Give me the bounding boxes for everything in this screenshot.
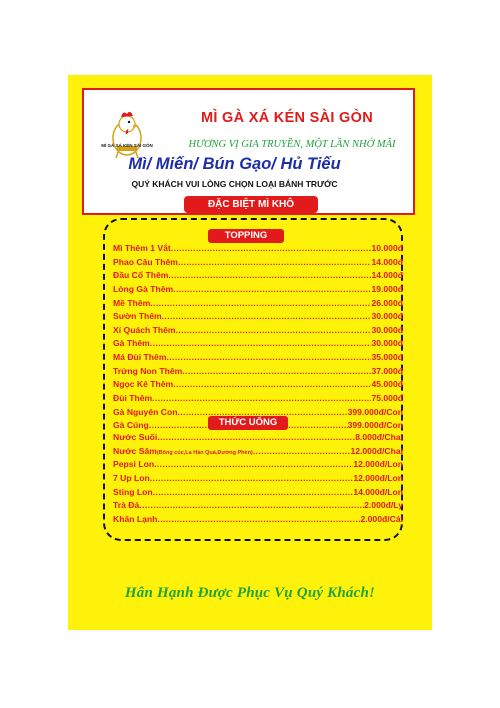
dot-leader xyxy=(150,337,372,351)
menu-item-name: Sườn Thêm xyxy=(113,311,162,322)
menu-item-row xyxy=(113,392,403,406)
menu-item-price: 30.000đ xyxy=(371,338,403,349)
menu-item-name: Xí Quách Thêm xyxy=(113,324,176,335)
drinks-list xyxy=(113,431,403,526)
dot-leader xyxy=(178,256,372,270)
dot-leader xyxy=(157,431,355,445)
menu-item-price: 26.000đ xyxy=(371,297,403,308)
menu-item-row xyxy=(113,365,403,379)
menu-item-price: 399.000đ/Con xyxy=(347,420,403,431)
dot-leader xyxy=(150,472,354,486)
menu-item-name: Lòng Gà Thêm xyxy=(113,283,174,294)
menu-item-row xyxy=(113,431,403,445)
dot-leader xyxy=(150,297,371,311)
menu-poster xyxy=(68,75,432,630)
menu-item-price: 14.000đ/Lon xyxy=(353,486,403,497)
menu-item-row xyxy=(113,283,403,297)
menu-item-name: Sting Lon xyxy=(113,486,153,497)
menu-item-price: 45.000đ xyxy=(371,379,403,390)
menu-item-row xyxy=(113,378,403,392)
dot-leader xyxy=(253,445,351,459)
menu-item-name: Phao Câu Thêm xyxy=(113,256,178,267)
dot-leader xyxy=(152,392,371,406)
menu-item-name: Đầu Cổ Thêm xyxy=(113,270,169,281)
menu-item-row xyxy=(113,324,403,338)
menu-item-price: 37.000đ xyxy=(371,365,403,376)
shop-name: MÌ GÀ XÁ KÉN SÀI GÒN xyxy=(201,110,373,126)
menu-item-price: 2.000đ/Cái xyxy=(360,513,403,524)
menu-item-price: 12.000đ/Lon xyxy=(353,459,403,470)
menu-item-price: 19.000đ xyxy=(371,283,403,294)
menu-item-row xyxy=(113,499,403,513)
menu-item-row xyxy=(113,256,403,270)
menu-item-price: 14.000đ xyxy=(371,270,403,281)
menu-item-price: 12.000đ/Chai xyxy=(350,445,403,456)
menu-item-row xyxy=(113,310,403,324)
menu-item-name: Má Đùi Thêm xyxy=(113,352,167,363)
menu-item-name: Gà Thêm xyxy=(113,338,150,349)
menu-item-name: Mì Thêm 1 Vắt xyxy=(113,243,171,253)
menu-item-name: Pepsi Lon xyxy=(113,459,155,470)
dot-leader xyxy=(153,486,354,500)
menu-item-name: Gà Cúng xyxy=(113,420,149,431)
dot-leader xyxy=(176,324,372,338)
dot-leader xyxy=(173,283,371,297)
dot-leader xyxy=(157,513,360,527)
menu-item-price: 30.000đ xyxy=(371,311,403,322)
menu-item-name: Gà Nguyên Con xyxy=(113,406,178,417)
menu-item-row xyxy=(113,297,403,311)
menu-item-price: 12.000đ/Lon xyxy=(353,472,403,483)
menu-item-name: Trà Đá xyxy=(113,500,140,511)
menu-item-price: 35.000đ xyxy=(371,352,403,363)
menu-item-name: Mề Thêm xyxy=(113,297,151,308)
dot-leader xyxy=(166,351,371,365)
menu-item-price: 8.000đ/Chai xyxy=(355,432,403,442)
topping-section-title: TOPPING xyxy=(208,229,284,243)
dot-leader xyxy=(139,499,364,513)
menu-item-name: Nước Suối xyxy=(113,432,158,442)
menu-item-name: 7 Up Lon xyxy=(113,472,150,483)
menu-item-note: (Bông cúc,La Hán Quả,Đường Phèn) xyxy=(156,449,253,456)
menu-item-row xyxy=(113,458,403,472)
menu-item-price: 10.000đ xyxy=(371,243,403,253)
menu-item-name: Khăn Lạnh xyxy=(113,513,158,524)
special-dish-banner: ĐẶC BIỆT MÌ KHÔ xyxy=(184,196,318,213)
menu-item-price: 14.000đ xyxy=(371,256,403,267)
instruction-text: QUÝ KHÁCH VUI LÒNG CHỌN LOẠI BÁNH TRƯỚC xyxy=(131,179,338,189)
menu-item-row xyxy=(113,351,403,365)
menu-item-row xyxy=(113,337,403,351)
menu-item-price: 2.000đ/Ly xyxy=(364,500,403,511)
menu-item-price: 399.000đ/Con xyxy=(347,406,403,417)
slogan: HƯƠNG VỊ GIA TRUYỀN, MỘT LẦN NHỚ MÃI xyxy=(188,139,396,150)
dot-leader xyxy=(168,269,371,283)
dot-leader xyxy=(171,242,372,256)
footer-thank-you: Hân Hạnh Được Phục Vụ Quý Khách! xyxy=(124,585,376,601)
menu-item-row xyxy=(113,486,403,500)
category-title: Mì/ Miến/ Bún Gạo/ Hủ Tiếu xyxy=(128,155,341,173)
menu-item-price: 75.000đ xyxy=(371,393,403,404)
logo-caption: MÌ GÀ XÁ KÉN SÀI GÒN xyxy=(101,143,153,148)
menu-item-name: Nước Sâm xyxy=(113,445,157,456)
menu-item-row xyxy=(113,242,403,256)
menu-item-name: Ngọc Kê Thêm xyxy=(113,379,174,390)
dot-leader xyxy=(173,378,371,392)
menu-item-row xyxy=(113,472,403,486)
drinks-section-title: THỨC UỐNG xyxy=(208,416,288,430)
menu-item-row xyxy=(113,513,403,527)
menu-item-row xyxy=(113,445,403,459)
menu-item-name: Trứng Non Thêm xyxy=(113,365,183,376)
dot-leader xyxy=(182,365,371,379)
menu-item-row xyxy=(113,269,403,283)
dot-leader xyxy=(162,310,372,324)
menu-item-name: Đùi Thêm xyxy=(113,393,153,404)
topping-list xyxy=(113,242,403,433)
dot-leader xyxy=(154,458,353,472)
menu-item-price: 30.000đ xyxy=(371,324,403,335)
